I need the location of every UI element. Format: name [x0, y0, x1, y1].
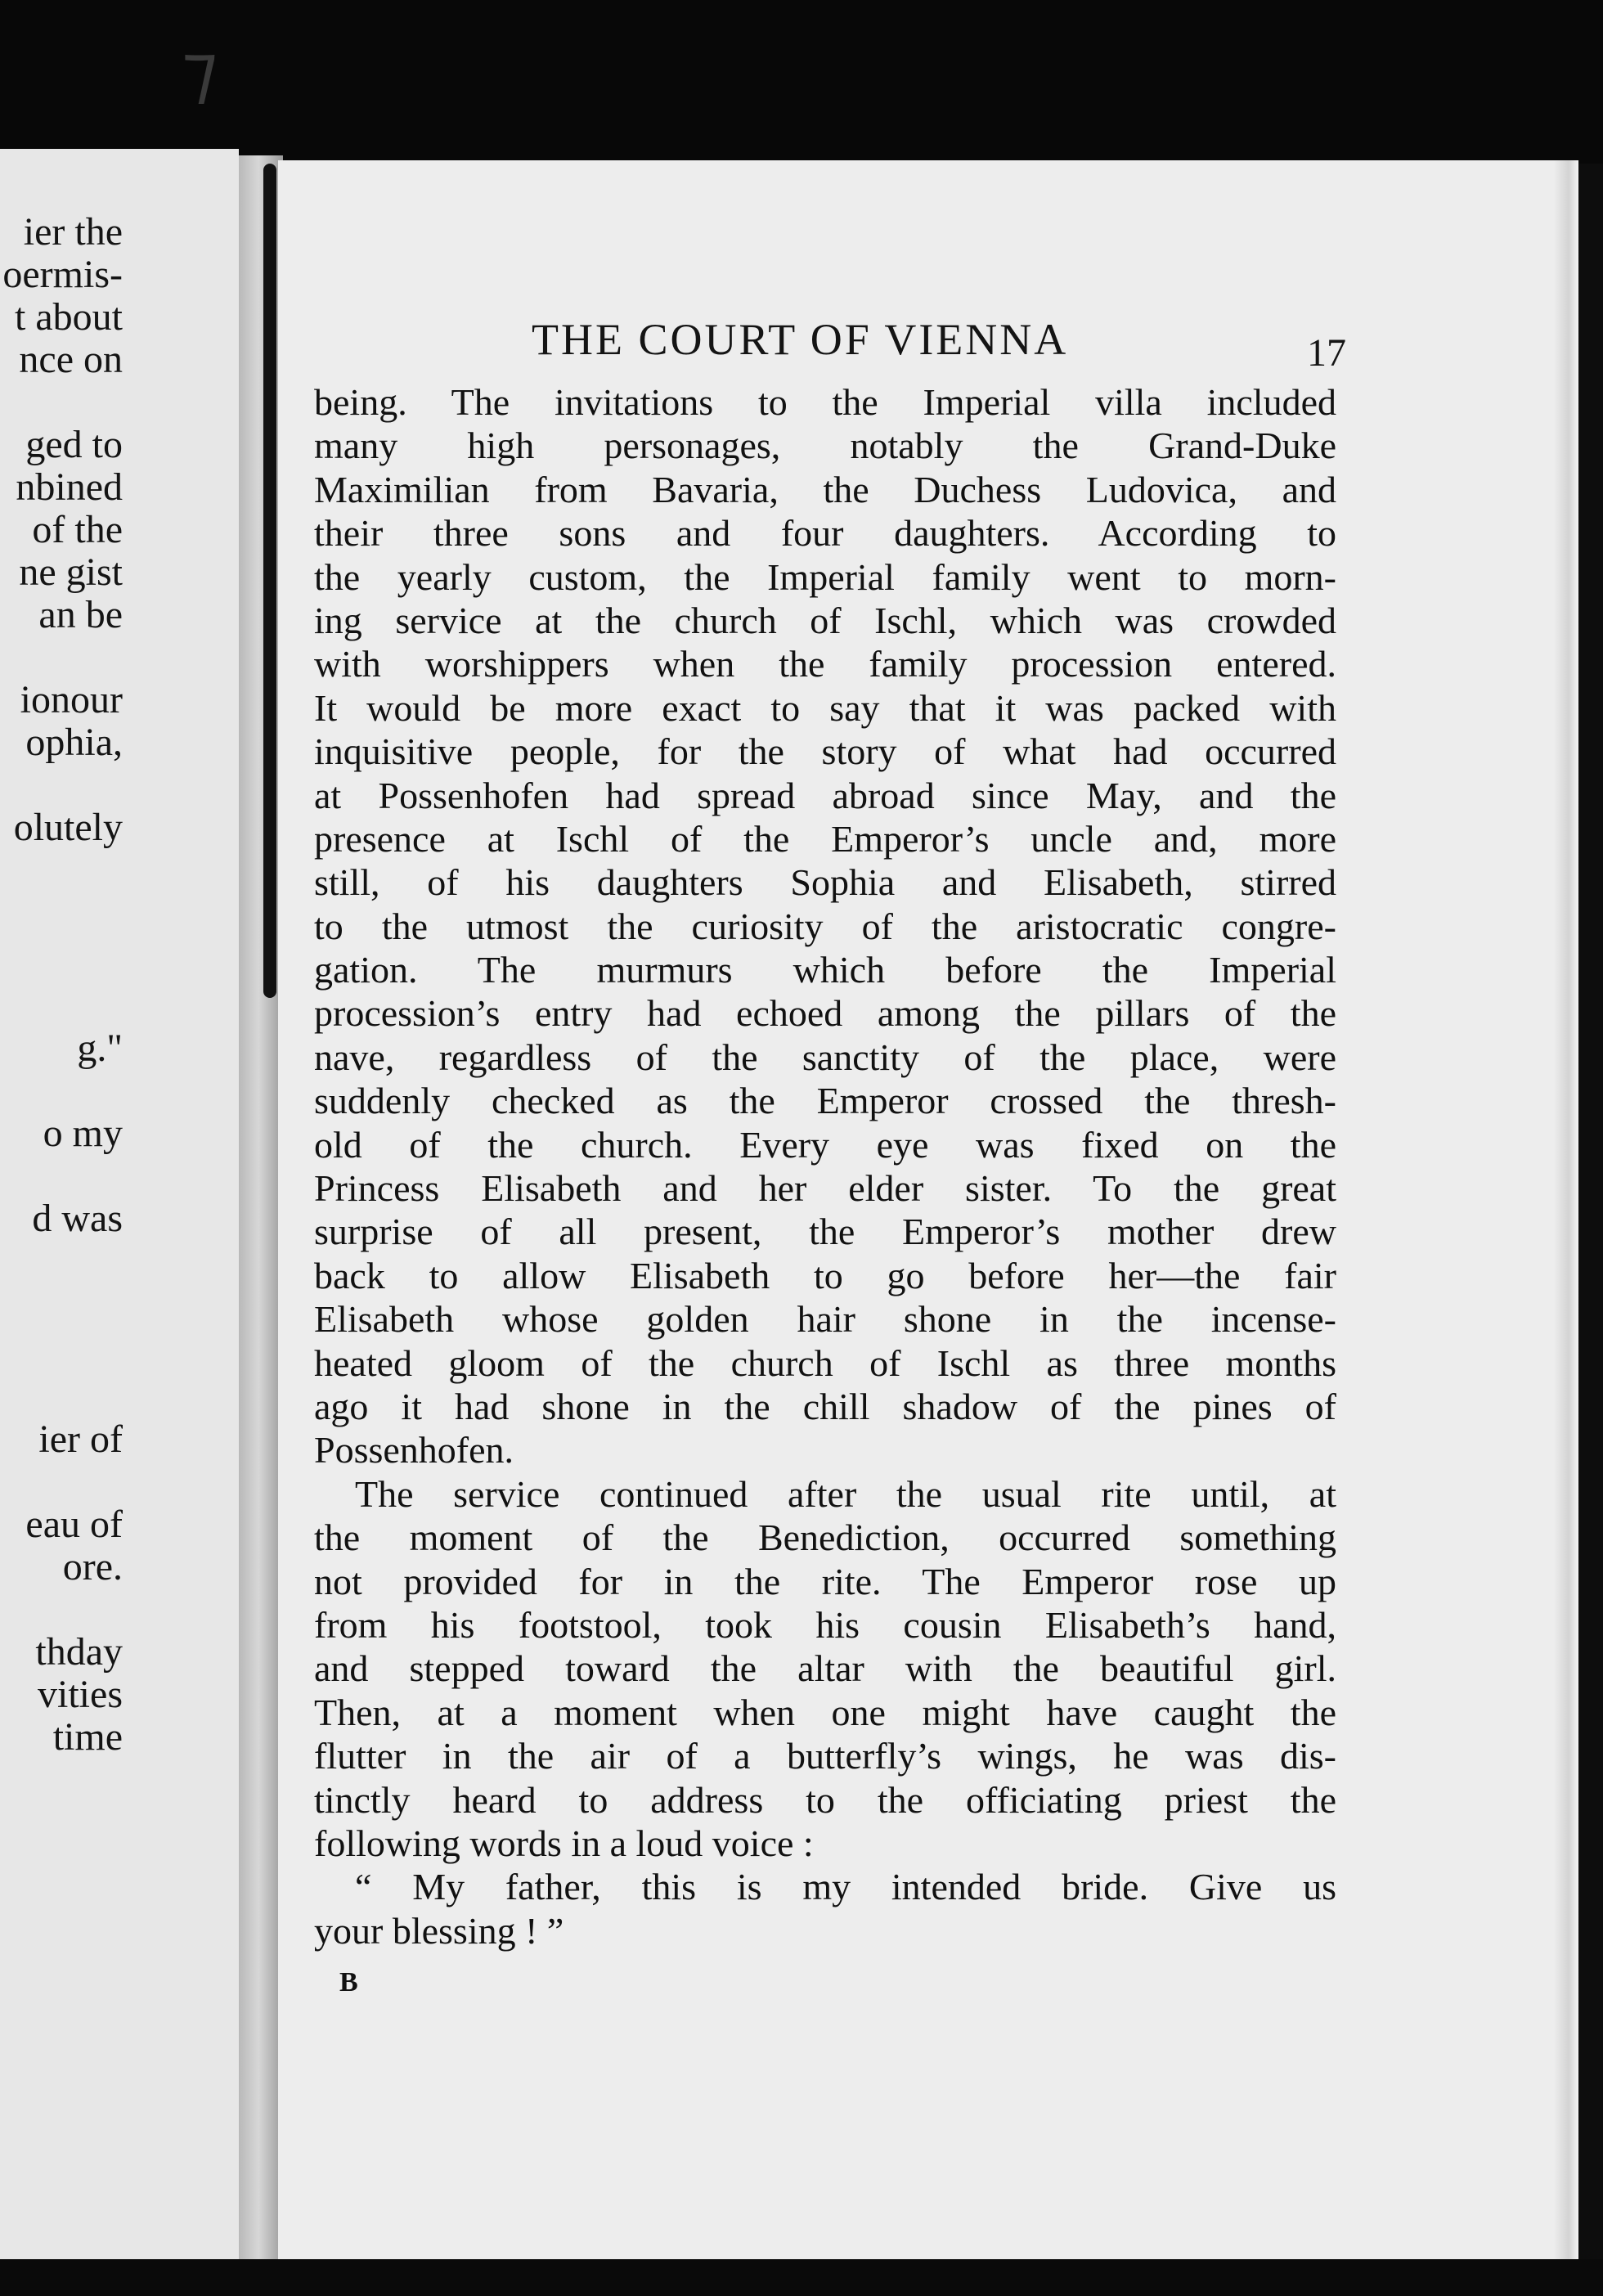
left-page-line: ore. [62, 1545, 123, 1588]
text-line: the moment of the Benediction, occurred something [314, 1516, 1336, 1559]
left-page-line: d was [32, 1197, 123, 1240]
left-page-line: vities [38, 1673, 123, 1716]
text-line: tinctly heard to address to the officiating priest the [314, 1778, 1336, 1821]
running-head: THE COURT OF VIENNA [532, 315, 1069, 364]
page-number: 17 [1307, 331, 1346, 375]
left-page-line: time [52, 1715, 123, 1759]
text-line: not provided for in the rite. The Emperor rose up [314, 1560, 1336, 1602]
left-page-line: t about [15, 295, 123, 339]
text-line: your blessing ! ” [314, 1909, 564, 1952]
text-line: inquisitive people, for the story of what had occurred [314, 730, 1336, 773]
text-line: Possenhofen. [314, 1429, 514, 1472]
text-line: being. The invitations to the Imperial villa included [314, 381, 1336, 423]
text-line: back to allow Elisabeth to go before her—the fair [314, 1254, 1336, 1296]
left-page-line: eau of [25, 1503, 123, 1546]
text-line: following words in a loud voice : [314, 1822, 814, 1864]
left-page-line: ionour [20, 678, 123, 721]
text-line: many high personages, notably the Grand-Duke [314, 425, 1336, 467]
left-page-line: oermis- [2, 253, 123, 296]
text-line: It would be more exact to say that it was packed with [314, 686, 1336, 729]
text-line: Maximilian from Bavaria, the Duchess Ludovica, and [314, 468, 1336, 510]
text-line: the yearly custom, the Imperial family went to morn- [314, 555, 1336, 598]
text-line: and stepped toward the altar with the beautiful girl. [314, 1647, 1336, 1690]
text-line: The service continued after the usual rite until, at [355, 1472, 1336, 1515]
scan-background-bottom [0, 2259, 1603, 2296]
text-line: still, of his daughters Sophia and Elisabeth, stirred [314, 861, 1336, 904]
text-line: ing service at the church of Ischl, which was crowded [314, 599, 1336, 641]
text-line: their three sons and four daughters. According to [314, 512, 1336, 555]
left-page-line: nbined [16, 465, 123, 509]
text-line: surprise of all present, the Emperor’s mother drew [314, 1211, 1336, 1253]
text-line: to the utmost the curiosity of the aristocratic congre- [314, 905, 1336, 947]
text-line: Elisabeth whose golden hair shone in the incense- [314, 1298, 1336, 1341]
text-line: heated gloom of the church of Ischl as three months [314, 1341, 1336, 1384]
page-edge [1554, 160, 1578, 2271]
body-text [314, 380, 1336, 1952]
text-line: presence at Ischl of the Emperor’s uncle and, more [314, 817, 1336, 860]
text-line: suddenly checked as the Emperor crossed the thresh- [314, 1080, 1336, 1122]
text-line: ago it had shone in the chill shadow of the pines of [314, 1385, 1336, 1427]
left-page-line: ier the [23, 210, 123, 254]
text-line: Then, at a moment when one might have caught the [314, 1691, 1336, 1733]
text-line: old of the church. Every eye was fixed on the [314, 1123, 1336, 1166]
scan-background-top [0, 0, 1603, 164]
text-line: flutter in the air of a butterfly’s wings, he was dis- [314, 1735, 1336, 1777]
gutter-shadow [263, 164, 276, 998]
text-line: gation. The murmurs which before the Imperial [314, 949, 1336, 991]
left-page-line: ne gist [19, 550, 123, 594]
left-page-line: o my [43, 1112, 123, 1155]
left-page-line: ged to [25, 423, 123, 466]
left-page [0, 149, 239, 2259]
pen-mark: ⁊ [182, 30, 218, 111]
left-page-line: ophia, [25, 721, 123, 764]
text-line: “ My father, this is my intended bride. Give us [355, 1866, 1336, 1908]
text-line: at Possenhofen had spread abroad since May, and the [314, 774, 1336, 816]
left-page-line: olutely [13, 806, 123, 849]
left-page-line: g." [77, 1027, 123, 1070]
text-line: from his footstool, took his cousin Elisabeth’s hand, [314, 1603, 1336, 1646]
left-page-line: of the [32, 508, 123, 551]
left-page-line: ier of [38, 1418, 123, 1461]
left-page-line: nce on [19, 338, 123, 381]
left-page-line: an be [38, 593, 123, 636]
left-page-line: thday [35, 1630, 123, 1674]
text-line: nave, regardless of the sanctity of the place, were [314, 1036, 1336, 1078]
text-line: procession’s entry had echoed among the pillars of the [314, 992, 1336, 1035]
text-line: with worshippers when the family procession entered. [314, 643, 1336, 685]
signature-mark: B [339, 1967, 358, 1997]
text-line: Princess Elisabeth and her elder sister. To the great [314, 1167, 1336, 1210]
